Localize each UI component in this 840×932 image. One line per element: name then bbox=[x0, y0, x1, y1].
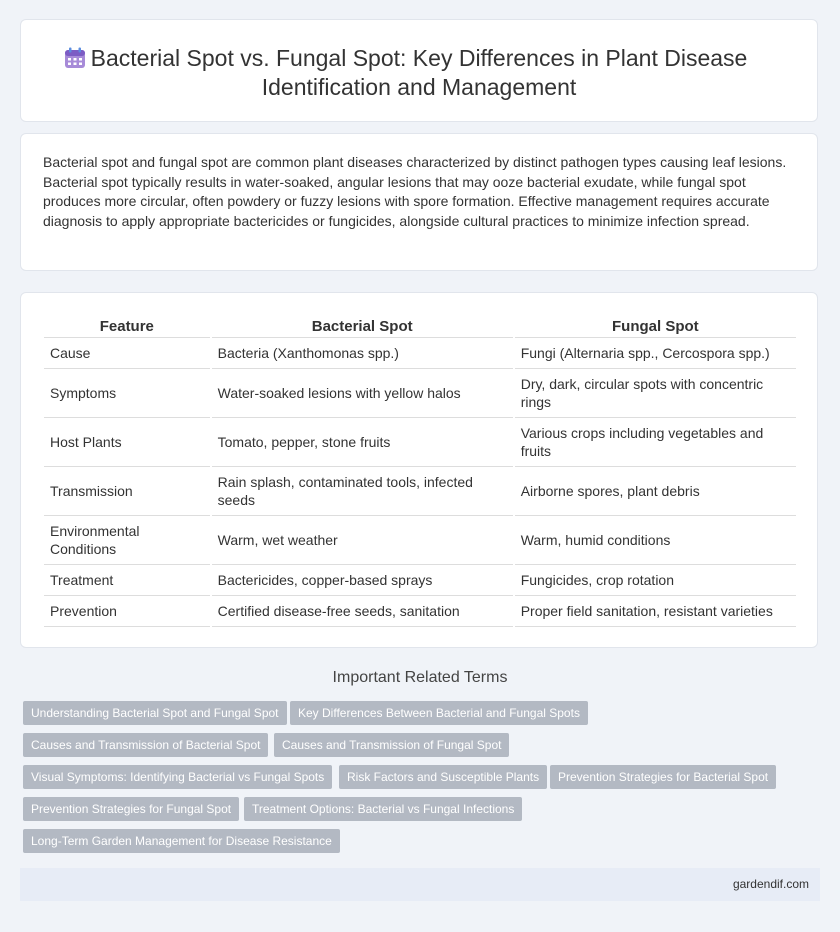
cell-fungal: Fungicides, crop rotation bbox=[515, 565, 796, 596]
cell-feature: Cause bbox=[44, 338, 210, 369]
related-term-tag[interactable]: Long-Term Garden Management for Disease Resistance bbox=[23, 829, 340, 853]
cell-feature: Treatment bbox=[44, 565, 210, 596]
header-bacterial: Bacterial Spot bbox=[212, 317, 513, 338]
cell-feature: Symptoms bbox=[44, 369, 210, 418]
cell-bacterial: Rain splash, contaminated tools, infected seeds bbox=[212, 467, 513, 516]
intro-card bbox=[20, 133, 818, 271]
cell-bacterial: Water-soaked lesions with yellow halos bbox=[212, 369, 513, 418]
related-term-tag[interactable]: Prevention Strategies for Fungal Spot bbox=[23, 797, 239, 821]
cell-feature: Prevention bbox=[44, 596, 210, 627]
page-title: Bacterial Spot vs. Fungal Spot: Key Differences in Plant Disease Identification and Management bbox=[90, 45, 748, 100]
intro-text: Bacterial spot and fungal spot are common plant diseases characterized by distinct pathogen types causing leaf lesions. Bacterial spot typically results in water-soaked, angular lesions that may ooze bacterial exudate, while fungal spot produces more circular, often powdery or fuzzy lesions with spore formation. Effective management requires accurate diagnosis to apply appropriate bactericides or fungicides, alongside cultural practices to minimize infection spread. bbox=[43, 154, 787, 229]
related-term-tag[interactable]: Causes and Transmission of Fungal Spot bbox=[274, 733, 509, 757]
cell-feature: Host Plants bbox=[44, 418, 210, 467]
cell-fungal: Warm, humid conditions bbox=[515, 516, 796, 565]
table-row bbox=[44, 369, 796, 418]
table-row bbox=[44, 565, 796, 596]
header-fungal: Fungal Spot bbox=[515, 317, 796, 338]
related-term-tag[interactable]: Key Differences Between Bacterial and Fungal Spots bbox=[290, 701, 588, 725]
comparison-card bbox=[20, 292, 818, 648]
cell-bacterial: Warm, wet weather bbox=[212, 516, 513, 565]
cell-feature: Transmission bbox=[44, 467, 210, 516]
cell-fungal: Dry, dark, circular spots with concentric rings bbox=[515, 369, 796, 418]
cell-feature: Environmental Conditions bbox=[44, 516, 210, 565]
cell-bacterial: Certified disease-free seeds, sanitation bbox=[212, 596, 513, 627]
table-header-row bbox=[44, 317, 796, 338]
table-row bbox=[44, 418, 796, 467]
comparison-table bbox=[42, 317, 798, 627]
cell-fungal: Various crops including vegetables and fruits bbox=[515, 418, 796, 467]
table-row bbox=[44, 467, 796, 516]
related-term-tag[interactable]: Understanding Bacterial Spot and Fungal Spot bbox=[23, 701, 287, 725]
table-row bbox=[44, 338, 796, 369]
cell-bacterial: Tomato, pepper, stone fruits bbox=[212, 418, 513, 467]
related-term-tag[interactable]: Treatment Options: Bacterial vs Fungal Infections bbox=[244, 797, 522, 821]
header-feature: Feature bbox=[44, 317, 210, 338]
cell-fungal: Airborne spores, plant debris bbox=[515, 467, 796, 516]
footer-site[interactable]: gardendif.com bbox=[732, 877, 809, 891]
related-term-tag[interactable]: Visual Symptoms: Identifying Bacterial vs Fungal Spots bbox=[23, 765, 332, 789]
table-row bbox=[44, 516, 796, 565]
related-term-tag[interactable]: Prevention Strategies for Bacterial Spot bbox=[550, 765, 776, 789]
related-term-tag[interactable]: Risk Factors and Susceptible Plants bbox=[339, 765, 547, 789]
table-row bbox=[44, 596, 796, 627]
cell-fungal: Fungi (Alternaria spp., Cercospora spp.) bbox=[515, 338, 796, 369]
related-term-tag[interactable]: Causes and Transmission of Bacterial Spot bbox=[23, 733, 268, 757]
cell-bacterial: Bactericides, copper-based sprays bbox=[212, 565, 513, 596]
related-terms-title: Important Related Terms bbox=[332, 669, 508, 686]
cell-bacterial: Bacteria (Xanthomonas spp.) bbox=[212, 338, 513, 369]
cell-fungal: Proper field sanitation, resistant varieties bbox=[515, 596, 796, 627]
footer bbox=[20, 868, 820, 901]
header-card bbox=[20, 19, 818, 122]
